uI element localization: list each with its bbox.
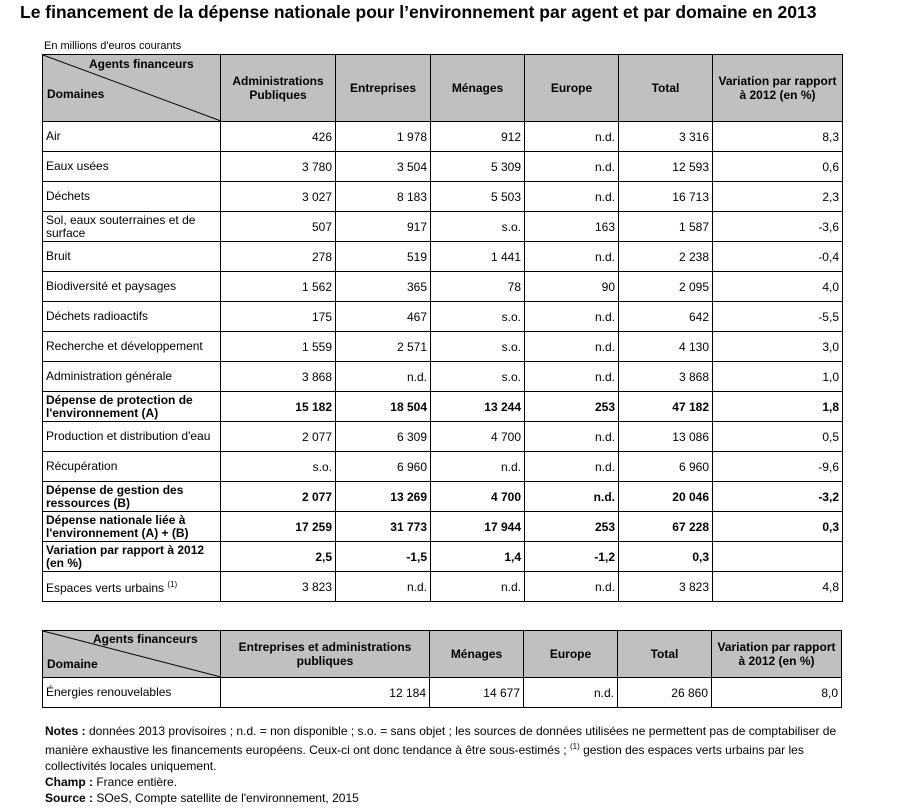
table-cell: 519 bbox=[336, 242, 431, 272]
table-cell: n.d. bbox=[336, 362, 431, 392]
table-cell: 1,4 bbox=[431, 542, 525, 572]
column-header: Europe bbox=[524, 631, 618, 678]
table-cell: 1 978 bbox=[336, 122, 431, 152]
table-cell: 4,8 bbox=[713, 572, 843, 602]
table-row bbox=[43, 678, 842, 708]
table-cell: 175 bbox=[221, 302, 336, 332]
row-label-cell bbox=[43, 302, 221, 332]
table-cell: 507 bbox=[221, 212, 336, 242]
unit-label: En millions d'euros courants bbox=[44, 40, 182, 52]
table-cell: 31 773 bbox=[336, 512, 431, 542]
row-label: Dépense de protection de l'environnement (A) bbox=[46, 392, 193, 420]
row-label: Énergies renouvelables bbox=[46, 685, 172, 699]
table-cell: -3,2 bbox=[713, 482, 843, 512]
row-label: Biodiversité et paysages bbox=[46, 279, 177, 293]
row-label-cell bbox=[43, 572, 221, 602]
table-cell: 6 960 bbox=[336, 452, 431, 482]
table-row bbox=[43, 362, 843, 392]
table-cell: 1 441 bbox=[431, 242, 525, 272]
table-cell: n.d. bbox=[525, 302, 619, 332]
table-cell: n.d. bbox=[525, 572, 619, 602]
table-cell: 14 677 bbox=[430, 678, 524, 708]
row-label-cell bbox=[43, 392, 221, 422]
header-row bbox=[43, 631, 842, 678]
corner-agents-label: Agents financeurs bbox=[89, 57, 194, 71]
corner-domain-label: Domaines bbox=[47, 87, 105, 101]
row-label-cell bbox=[43, 422, 221, 452]
table-cell: 2 077 bbox=[221, 422, 336, 452]
table-cell: n.d. bbox=[525, 332, 619, 362]
table-row bbox=[43, 122, 843, 152]
row-label-cell bbox=[43, 332, 221, 362]
table-cell: n.d. bbox=[336, 572, 431, 602]
table-cell bbox=[713, 542, 843, 572]
table-cell: -0,4 bbox=[713, 242, 843, 272]
table-cell: 3 316 bbox=[619, 122, 713, 152]
column-header: Administrations Publiques bbox=[221, 55, 336, 122]
notes-footnote-mark: (1) bbox=[569, 742, 580, 751]
table-cell: 2 077 bbox=[221, 482, 336, 512]
table-cell: 0,3 bbox=[619, 542, 713, 572]
row-label-cell bbox=[43, 122, 221, 152]
column-header: Ménages bbox=[430, 631, 524, 678]
table-row bbox=[43, 392, 843, 422]
table-cell: n.d. bbox=[525, 422, 619, 452]
table-cell: 20 046 bbox=[619, 482, 713, 512]
row-label: Air bbox=[46, 129, 61, 143]
table-cell: 2 571 bbox=[336, 332, 431, 362]
table-cell: 3 868 bbox=[619, 362, 713, 392]
table-cell: 3 868 bbox=[221, 362, 336, 392]
row-label: Production et distribution d'eau bbox=[46, 429, 211, 443]
table-cell: s.o. bbox=[431, 212, 525, 242]
table-row bbox=[43, 542, 843, 572]
table-cell: 1,0 bbox=[713, 362, 843, 392]
row-label: Eaux usées bbox=[46, 159, 109, 173]
table-cell: 0,6 bbox=[713, 152, 843, 182]
table-row bbox=[43, 242, 843, 272]
table-cell: 8,0 bbox=[712, 678, 842, 708]
table-cell: 26 860 bbox=[618, 678, 712, 708]
table-cell: n.d. bbox=[525, 152, 619, 182]
table-cell: 0,3 bbox=[713, 512, 843, 542]
table-cell: 365 bbox=[336, 272, 431, 302]
row-label: Espaces verts urbains bbox=[46, 581, 165, 595]
source-line bbox=[45, 790, 865, 806]
table-row bbox=[43, 512, 843, 542]
table-cell: 163 bbox=[525, 212, 619, 242]
table-cell: n.d. bbox=[525, 482, 619, 512]
table-cell: n.d. bbox=[525, 242, 619, 272]
table-cell: 12 593 bbox=[619, 152, 713, 182]
row-label-cell bbox=[43, 482, 221, 512]
table-cell: 4 700 bbox=[431, 422, 525, 452]
table-row bbox=[43, 152, 843, 182]
champ-line bbox=[45, 774, 865, 790]
table-cell: s.o. bbox=[431, 332, 525, 362]
champ-text: France entière. bbox=[93, 775, 178, 789]
footnote-mark: (1) bbox=[167, 580, 178, 589]
column-header: Variation par rapport à 2012 (en %) bbox=[712, 631, 842, 678]
column-header: Europe bbox=[525, 55, 619, 122]
row-label-cell bbox=[43, 212, 221, 242]
table-cell: 16 713 bbox=[619, 182, 713, 212]
table-cell: n.d. bbox=[525, 122, 619, 152]
table-cell: 253 bbox=[525, 512, 619, 542]
table-row bbox=[43, 182, 843, 212]
table-cell: 13 086 bbox=[619, 422, 713, 452]
column-header: Ménages bbox=[431, 55, 525, 122]
table-cell: 3 780 bbox=[221, 152, 336, 182]
column-header: Total bbox=[618, 631, 712, 678]
notes-text-end: gestion des espaces verts urbains par les collectivités locales uniquement. bbox=[45, 743, 804, 773]
table-cell: n.d. bbox=[431, 452, 525, 482]
table-cell: 47 182 bbox=[619, 392, 713, 422]
table-cell: 426 bbox=[221, 122, 336, 152]
row-label: Bruit bbox=[46, 249, 71, 263]
table-cell: -1,2 bbox=[525, 542, 619, 572]
table-cell: 12 184 bbox=[221, 678, 430, 708]
row-label: Dépense de gestion des ressources (B) bbox=[46, 482, 184, 510]
table-row bbox=[43, 482, 843, 512]
table-cell: 15 182 bbox=[221, 392, 336, 422]
table-row bbox=[43, 212, 843, 242]
column-header: Entreprises bbox=[336, 55, 431, 122]
notes-paragraph bbox=[45, 723, 865, 774]
header-row bbox=[43, 55, 843, 122]
source-text: SOeS, Compte satellite de l'environnement, 2015 bbox=[93, 791, 359, 805]
table-cell: 8,3 bbox=[713, 122, 843, 152]
source-label: Source : bbox=[45, 791, 94, 805]
row-label-cell bbox=[43, 242, 221, 272]
table-cell: 278 bbox=[221, 242, 336, 272]
table-cell: 6 309 bbox=[336, 422, 431, 452]
table-cell: 78 bbox=[431, 272, 525, 302]
table-cell: n.d. bbox=[431, 572, 525, 602]
table-row bbox=[43, 572, 843, 602]
table-cell: n.d. bbox=[525, 452, 619, 482]
row-label: Recherche et développement bbox=[46, 339, 203, 353]
table-cell: 467 bbox=[336, 302, 431, 332]
table-row bbox=[43, 452, 843, 482]
page-title: Le financement de la dépense nationale pour l’environnement par agent et par domaine en 2013 bbox=[20, 2, 817, 22]
table-cell: 912 bbox=[431, 122, 525, 152]
row-label-cell bbox=[43, 272, 221, 302]
row-label: Variation par rapport à 2012 (en %) bbox=[46, 542, 205, 570]
table-cell: 17 259 bbox=[221, 512, 336, 542]
corner-domain-label: Domaine bbox=[47, 657, 98, 671]
row-label: Déchets bbox=[46, 189, 91, 203]
row-label: Administration générale bbox=[46, 369, 173, 383]
table-cell: 253 bbox=[525, 392, 619, 422]
table-cell: 3 823 bbox=[221, 572, 336, 602]
row-label-cell bbox=[43, 542, 221, 572]
table-cell: -3,6 bbox=[713, 212, 843, 242]
table-cell: n.d. bbox=[524, 678, 618, 708]
table-cell: 917 bbox=[336, 212, 431, 242]
table-cell: n.d. bbox=[525, 182, 619, 212]
row-label: Dépense nationale liée à l'environnement (A) + (B) bbox=[46, 512, 189, 540]
domains-table bbox=[42, 54, 843, 602]
row-label-cell bbox=[43, 678, 221, 708]
table-cell: 2 095 bbox=[619, 272, 713, 302]
row-label-cell bbox=[43, 362, 221, 392]
table-cell: s.o. bbox=[221, 452, 336, 482]
notes-text: données 2013 provisoires ; n.d. = non disponible ; s.o. = sans objet ; les sources de données utilisées ne permettent pas de comptabiliser de manière exhaustive les financements européens. Ceux-ci ont donc tendance à être sous-estimés ; bbox=[45, 724, 837, 757]
table-cell: 3 823 bbox=[619, 572, 713, 602]
row-label: Déchets radioactifs bbox=[46, 309, 149, 323]
table-cell: n.d. bbox=[525, 362, 619, 392]
row-label: Sol, eaux souterraines et de surface bbox=[46, 212, 196, 240]
table-cell: -1,5 bbox=[336, 542, 431, 572]
table-cell: s.o. bbox=[431, 362, 525, 392]
table-cell: 8 183 bbox=[336, 182, 431, 212]
table-cell: 0,5 bbox=[713, 422, 843, 452]
table-cell: 5 503 bbox=[431, 182, 525, 212]
table-cell: 3,0 bbox=[713, 332, 843, 362]
table-cell: -9,6 bbox=[713, 452, 843, 482]
row-label: Récupération bbox=[46, 459, 118, 473]
table-cell: 1 587 bbox=[619, 212, 713, 242]
table-cell: 3 504 bbox=[336, 152, 431, 182]
table-cell: 1,8 bbox=[713, 392, 843, 422]
table-row bbox=[43, 332, 843, 362]
table-cell: 90 bbox=[525, 272, 619, 302]
notes-block bbox=[45, 723, 865, 806]
champ-label: Champ : bbox=[45, 775, 93, 789]
table-cell: 18 504 bbox=[336, 392, 431, 422]
table-cell: 13 269 bbox=[336, 482, 431, 512]
table-cell: 1 559 bbox=[221, 332, 336, 362]
table-cell: 6 960 bbox=[619, 452, 713, 482]
corner-agents-label: Agents financeurs bbox=[93, 632, 198, 646]
row-label-cell bbox=[43, 152, 221, 182]
row-label-cell bbox=[43, 452, 221, 482]
header-corner-cell bbox=[43, 631, 221, 678]
row-label-cell bbox=[43, 182, 221, 212]
table-cell: 3 027 bbox=[221, 182, 336, 212]
table-cell: 4 700 bbox=[431, 482, 525, 512]
table-cell: 642 bbox=[619, 302, 713, 332]
table-cell: -5,5 bbox=[713, 302, 843, 332]
table-row bbox=[43, 272, 843, 302]
table-cell: 4 130 bbox=[619, 332, 713, 362]
column-header: Entreprises et administrations publiques bbox=[221, 631, 430, 678]
table-cell: 17 944 bbox=[431, 512, 525, 542]
table-cell: 1 562 bbox=[221, 272, 336, 302]
table-cell: 5 309 bbox=[431, 152, 525, 182]
table-cell: 13 244 bbox=[431, 392, 525, 422]
table-row bbox=[43, 422, 843, 452]
table-row bbox=[43, 302, 843, 332]
table-cell: 2,5 bbox=[221, 542, 336, 572]
table-cell: 67 228 bbox=[619, 512, 713, 542]
notes-label: Notes : bbox=[45, 724, 86, 738]
table-cell: 2 238 bbox=[619, 242, 713, 272]
table-cell: 4,0 bbox=[713, 272, 843, 302]
column-header: Variation par rapport à 2012 (en %) bbox=[713, 55, 843, 122]
header-corner-cell bbox=[43, 55, 221, 122]
table-cell: s.o. bbox=[431, 302, 525, 332]
column-header: Total bbox=[619, 55, 713, 122]
renewables-table bbox=[42, 630, 842, 708]
row-label-cell bbox=[43, 512, 221, 542]
table-cell: 2,3 bbox=[713, 182, 843, 212]
